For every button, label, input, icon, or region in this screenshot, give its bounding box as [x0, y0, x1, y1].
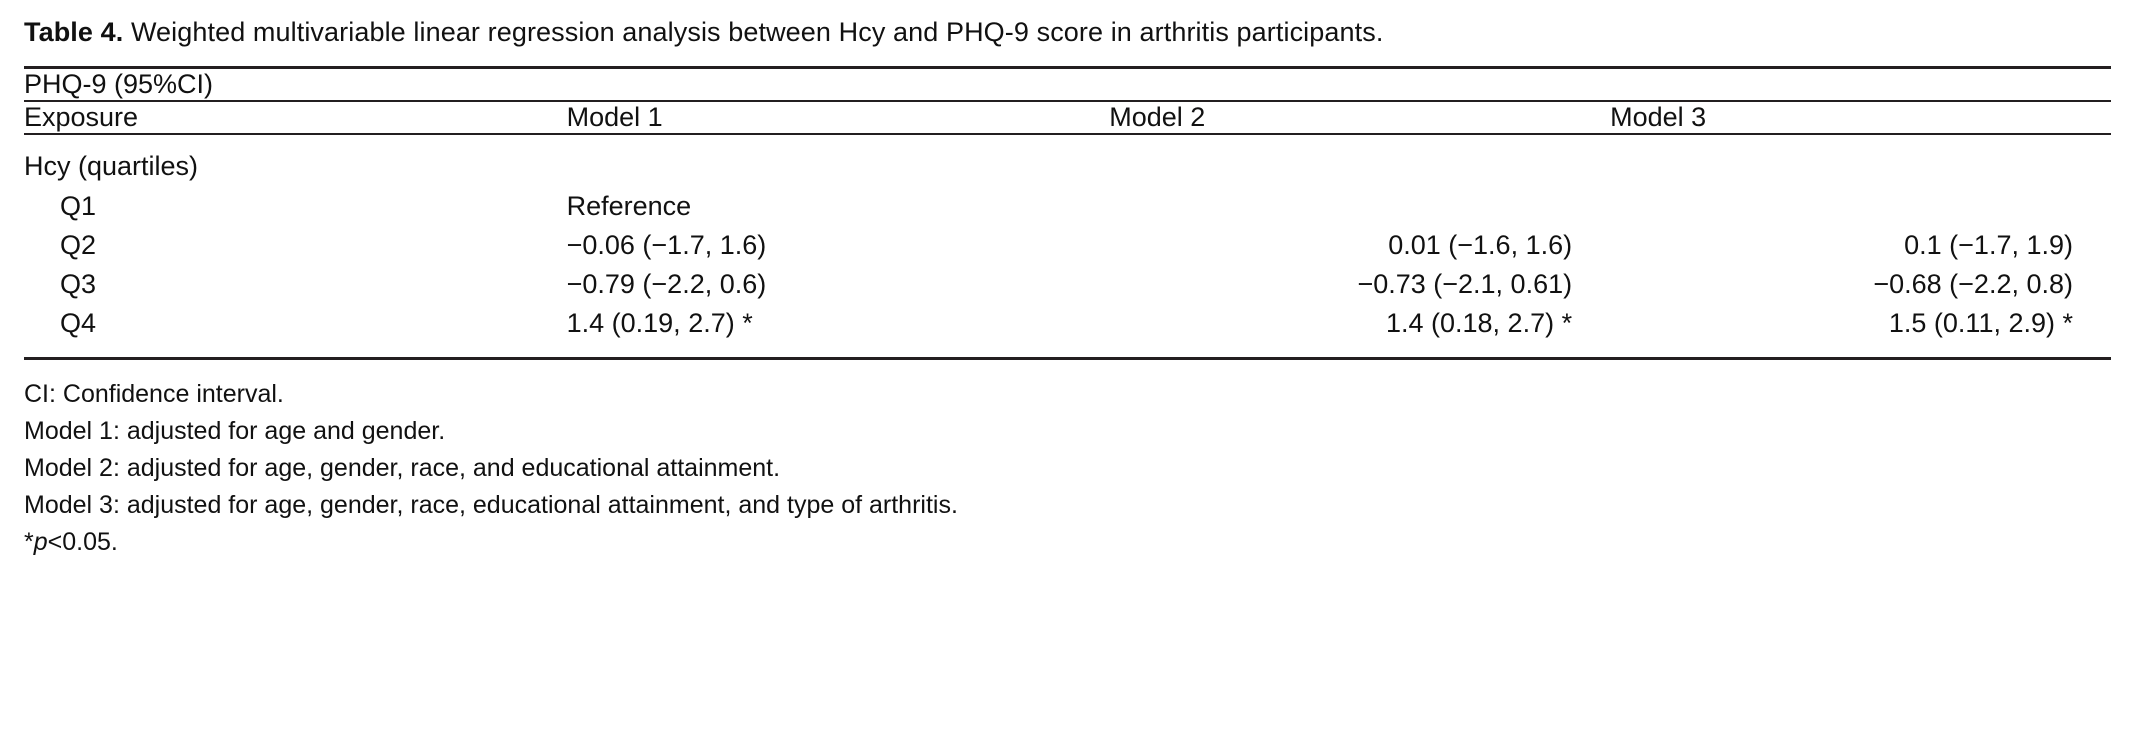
results-table-head [24, 102, 2111, 133]
row-q1-model-1: Reference [566, 190, 692, 221]
table-row [24, 135, 2111, 186]
footnote-star: * [24, 528, 34, 557]
footnote-model-1: Model 1: adjusted for age and gender. [24, 417, 446, 446]
table-container [0, 0, 2135, 360]
column-header-model-2: Model 2 [1109, 102, 1206, 133]
row-q4-model-3: 1.5 (0.11, 2.9) * [1888, 308, 2073, 338]
row-q4-model-1: 1.4 (0.19, 2.7) * [566, 308, 753, 338]
row-q2-model-2: 0.01 (−1.6, 1.6) [1388, 229, 1573, 260]
footnote-ci: CI: Confidence interval. [24, 380, 284, 409]
section-label-spacer-2 [1109, 135, 1610, 186]
footnote-model-2: Model 2: adjusted for age, gender, race, and educational attainment. [24, 454, 781, 483]
footnote-model-3: Model 3: adjusted for age, gender, race, educational attainment, and type of arthritis. [24, 491, 958, 520]
row-q4-model-2: 1.4 (0.18, 2.7) * [1385, 308, 1573, 338]
table-footnotes [0, 360, 2135, 561]
column-header-row [24, 102, 2111, 133]
column-header-model-3: Model 3 [1610, 102, 1707, 133]
table-row [24, 187, 2111, 226]
footnote-p-symbol: p [33, 528, 48, 557]
row-label-q1: Q1 [60, 190, 97, 221]
row-q3-model-3: −0.68 (−2.2, 0.8) [1873, 268, 2073, 299]
group-header-cell: PHQ-9 (95%CI) [24, 69, 214, 100]
table-row [24, 265, 2111, 304]
table-row [24, 304, 2111, 357]
row-q1-model-2 [1109, 187, 1610, 226]
group-header-row [24, 69, 2111, 100]
table-caption [24, 14, 2111, 50]
section-label-spacer-3 [1610, 135, 2111, 186]
section-label-spacer-1 [567, 135, 1110, 186]
row-label-q3: Q3 [60, 268, 97, 299]
footnote-significance [24, 524, 2111, 561]
table-caption-text: Weighted multivariable linear regression analysis between Hcy and PHQ-9 score in arthritis participants. [130, 17, 1384, 47]
row-q3-model-1: −0.79 (−2.2, 0.6) [566, 268, 767, 299]
row-q3-model-2: −0.73 (−2.1, 0.61) [1357, 268, 1573, 299]
results-table-body [24, 135, 2111, 357]
table-row [24, 226, 2111, 265]
table-caption-label: Table 4. [24, 17, 124, 47]
row-label-q2: Q2 [60, 229, 97, 260]
row-label-q4: Q4 [60, 308, 97, 338]
row-q1-model-3 [1610, 187, 2111, 226]
section-label: Hcy (quartiles) [24, 151, 199, 182]
column-header-exposure: Exposure [24, 102, 139, 133]
column-header-model-1: Model 1 [566, 102, 663, 133]
row-q2-model-3: 0.1 (−1.7, 1.9) [1904, 229, 2073, 260]
row-q2-model-1: −0.06 (−1.7, 1.6) [566, 229, 767, 260]
footnote-p-value: <0.05. [47, 528, 118, 557]
results-table [24, 69, 2111, 100]
